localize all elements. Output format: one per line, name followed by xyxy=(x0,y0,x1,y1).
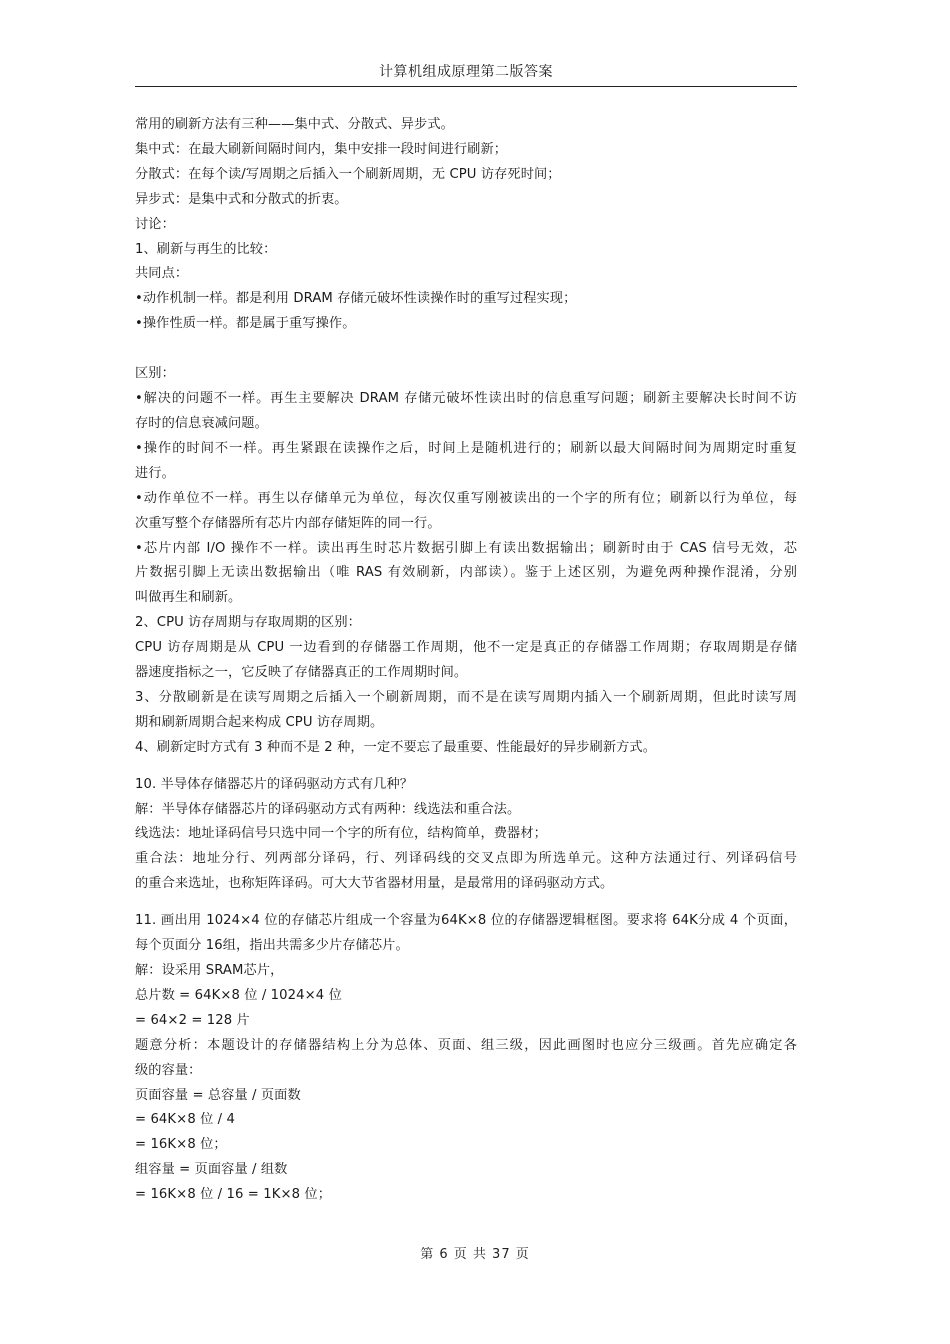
text-line: = 16K×8 位 / 16 = 1K×8 位； xyxy=(135,1187,331,1203)
text-line: 分散式：在每个读/写周期之后插入一个刷新周期，无 CPU 访存死时间； xyxy=(135,166,561,182)
text-line: 题意分析：本题设计的存储器结构上分为总体、页面、组三级，因此画图时也应分三级画。首先应确定各 xyxy=(135,1037,797,1053)
text-line: 1、刷新与再生的比较： xyxy=(135,241,277,257)
text-line: 片数据引脚上无读出数据输出（唯 RAS 有效刷新，内部读）。鉴于上述区别，为避免两种操作混淆，分别 xyxy=(135,565,797,581)
text-line: 的重合来选址，也称矩阵译码。可大大节省器材用量，是最常用的译码驱动方式。 xyxy=(135,876,614,892)
text-line: 2、CPU 访存周期与存取周期的区别： xyxy=(135,615,361,631)
text-line: 解：半导体存储器芯片的译码驱动方式有两种：线选法和重合法。 xyxy=(135,801,521,817)
text-line: 讨论： xyxy=(135,216,175,232)
text-line: 共同点： xyxy=(135,266,189,282)
text-line: 次重写整个存储器所有芯片内部存储矩阵的同一行。 xyxy=(135,515,441,531)
text-line: 常用的刷新方法有三种——集中式、分散式、异步式。 xyxy=(135,117,454,132)
text-line: 异步式：是集中式和分散式的折衷。 xyxy=(135,191,348,207)
document-title: 计算机组成原理第二版答案 xyxy=(379,64,553,80)
text-line: 级的容量： xyxy=(135,1062,202,1078)
text-line: 重合法：地址分行、列两部分译码，行、列译码线的交叉点即为所选单元。这种方法通过行、列译码信号 xyxy=(135,851,797,867)
text-line: 线选法：地址译码信号只选中同一个字的所有位，结构简单，费器材； xyxy=(135,826,547,842)
text-line: 器速度指标之一，它反映了存储器真正的工作周期时间。 xyxy=(135,665,468,681)
page-footer xyxy=(0,1243,950,1262)
page-header xyxy=(135,58,797,87)
text-line: •芯片内部 I/O 操作不一样。读出再生时芯片数据引脚上有读出数据输出；刷新时由于 CAS 信号无效，芯 xyxy=(135,540,797,556)
text-line: •解决的问题不一样。再生主要解决 DRAM 存储元破坏性读出时的信息重写问题；刷新主要解决长时间不访 xyxy=(135,391,797,407)
question-11-title: 11. 画出用 1024×4 位的存储芯片组成一个容量为64K×8 位的存储器逻辑框图。要求将 64K分成 4 个页面， xyxy=(135,913,797,929)
question-10-title: 10. 半导体存储器芯片的译码驱动方式有几种？ xyxy=(135,776,414,792)
text-line: 存时的信息衰减问题。 xyxy=(135,415,268,431)
text-line: 4、刷新定时方式有 3 种而不是 2 种，一定不要忘了最重要、性能最好的异步刷新方式。 xyxy=(135,739,656,755)
text-line: 总片数 = 64K×8 位 / 1024×4 位 xyxy=(135,987,342,1003)
document-body xyxy=(135,113,797,1208)
text-line: 每个页面分 16组，指出共需多少片存储芯片。 xyxy=(135,938,409,954)
text-line: CPU 访存周期是从 CPU 一边看到的存储器工作周期，他不一定是真正的存储器工作周期；存取周期是存储 xyxy=(135,640,797,656)
text-line: 解：设采用 SRAM芯片， xyxy=(135,963,284,978)
text-line: 组容量 = 页面容量 / 组数 xyxy=(135,1162,288,1178)
text-line: •操作性质一样。都是属于重写操作。 xyxy=(135,316,356,332)
text-line: 期和刷新周期合起来构成 CPU 访存周期。 xyxy=(135,714,384,730)
text-line: •动作机制一样。都是利用 DRAM 存储元破坏性读操作时的重写过程实现； xyxy=(135,291,577,307)
text-line: 叫做再生和刷新。 xyxy=(135,590,242,606)
text-line: 区别： xyxy=(135,366,175,382)
text-line: 集中式：在最大刷新间隔时间内，集中安排一段时间进行刷新； xyxy=(135,141,508,157)
text-line: 页面容量 = 总容量 / 页面数 xyxy=(135,1087,301,1103)
text-line: •操作的时间不一样。再生紧跟在读操作之后，时间上是随机进行的；刷新以最大间隔时间为周期定时重复 xyxy=(135,440,797,456)
text-line: 3、分散刷新是在读写周期之后插入一个刷新周期，而不是在读写周期内插入一个刷新周期，但此时读写周 xyxy=(135,689,797,705)
text-line: = 16K×8 位； xyxy=(135,1137,227,1153)
text-line: = 64K×8 位 / 4 xyxy=(135,1112,236,1128)
page-number: 第 6 页 共 37 页 xyxy=(420,1247,530,1262)
text-line: = 64×2 = 128 片 xyxy=(135,1012,250,1028)
text-line: •动作单位不一样。再生以存储单元为单位，每次仅重写刚被读出的一个字的所有位；刷新以行为单位，每 xyxy=(135,490,797,506)
text-line: 进行。 xyxy=(135,465,175,481)
